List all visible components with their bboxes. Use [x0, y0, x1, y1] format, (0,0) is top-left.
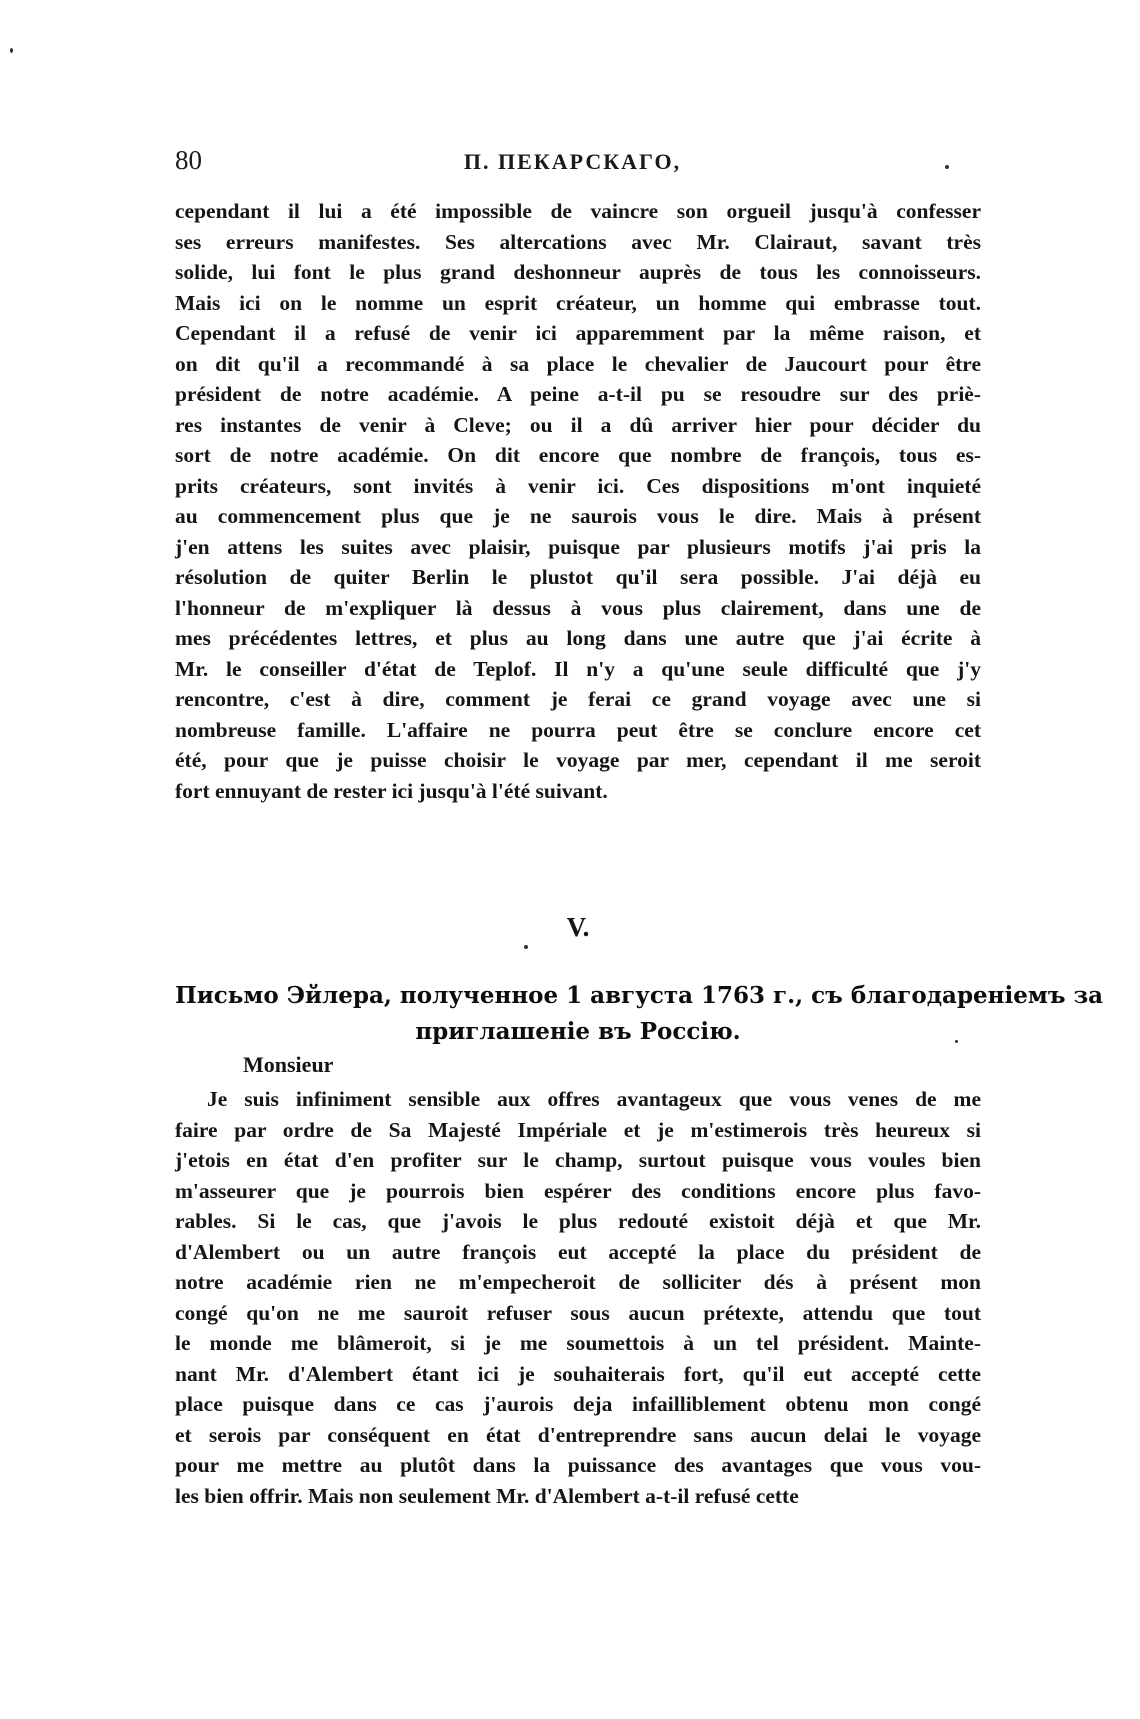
paragraph1-line: cependant il lui a été impossible de vaincre son orgueil jusqu'à confesser: [175, 199, 981, 223]
section-number: V.: [566, 912, 590, 942]
letter-body: [175, 1084, 981, 1511]
print-speck: [945, 165, 949, 169]
paragraph1-line: solide, lui font le plus grand deshonneur auprès de tous les connoisseurs.: [175, 260, 981, 284]
paragraph1-line: on dit qu'il a recommandé à sa place le chevalier de Jaucourt pour être: [175, 351, 981, 376]
letter-line: faire par ordre de Sa Majesté Impériale et je m'estimerois très heureux si: [175, 1117, 981, 1142]
paragraph-continued-letter: [175, 196, 981, 806]
paragraph1-line: sort de notre académie. On dit encore que nombre de françois, tous es-: [175, 443, 981, 467]
section-heading-line-1: Письмо Эйлера, полученное 1 августа 1763 г., съ благодареніемъ за: [175, 982, 1104, 1009]
paragraph1-line: été, pour que je puisse choisir le voyage par mer, cependant il me seroit: [175, 748, 981, 772]
letter-line: Je suis infiniment sensible aux offres avantageux que vous venes de me: [207, 1087, 981, 1111]
section-heading: [175, 978, 1104, 1050]
paragraph1-line: l'honneur de m'expliquer là dessus à vous plus clairement, dans une de: [175, 595, 981, 620]
letter-line: rables. Si le cas, que j'avois le plus redouté existoit déjà et que Mr.: [175, 1209, 981, 1233]
paragraph1-line: Mais ici on le nomme un esprit créateur, un homme qui embrasse tout.: [175, 290, 981, 315]
paragraph1-line: au commencement plus que je ne saurois vous le dire. Mais à présent: [175, 504, 981, 528]
paragraph1-line: res instantes de venir à Cleve; ou il a dû arriver hier pour décider du: [175, 412, 981, 437]
letter-line: et serois par conséquent en état d'entreprendre sans aucun delai le voyage: [175, 1422, 981, 1447]
paragraph1-line: prits créateurs, sont invités à venir ici. Ces dispositions m'ont inquieté: [175, 473, 981, 498]
letter-line: d'Alembert ou un autre françois eut accepté la place du président de: [175, 1239, 981, 1264]
paragraph1-line: j'en attens les suites avec plaisir, puisque par plusieurs motifs j'ai pris la: [175, 534, 981, 559]
letter-line: pour me mettre au plutôt dans la puissance des avantages que vous vou-: [175, 1453, 981, 1477]
page-number: 80: [175, 145, 202, 175]
paragraph1-line: résolution de quiter Berlin le plustot qu'il sera possible. J'ai déjà eu: [175, 565, 981, 589]
letter-line: les bien offrir. Mais non seulement Mr. d'Alembert a-t-il refusé cette: [175, 1483, 799, 1508]
section-heading-line-2: приглашеніе въ Россію.: [415, 1018, 741, 1045]
letter-line: le monde me blâmeroit, si je me soumettois à un tel président. Mainte-: [175, 1331, 981, 1355]
print-speck: [955, 1040, 958, 1043]
letter-line: j'etois en état d'en profiter sur le champ, surtout puisque vous voules bien: [175, 1148, 981, 1172]
paragraph1-line: Cependant il a refusé de venir ici apparemment par la même raison, et: [175, 321, 981, 345]
paragraph1-line: fort ennuyant de rester ici jusqu'à l'été suivant.: [175, 778, 608, 803]
letter-line: place puisque dans ce cas j'aurois deja infailliblement obtenu mon congé: [175, 1392, 981, 1416]
paragraph1-line: mes précédentes lettres, et plus au long dans une autre que j'ai écrite à: [175, 626, 981, 650]
letter-salutation: Monsieur: [243, 1052, 334, 1077]
print-speck: [524, 945, 528, 949]
letter-line: congé qu'on ne me sauroit refuser sous aucun prétexte, attendu que tout: [175, 1300, 981, 1325]
paragraph1-line: Mr. le conseiller d'état de Teplof. Il n'y a qu'une seule difficulté que j'y: [175, 656, 981, 681]
print-speck: [10, 48, 13, 53]
paragraph1-line: rencontre, c'est à dire, comment je ferai ce grand voyage avec une si: [175, 687, 981, 711]
paragraph1-line: président de notre académie. A peine a-t-il pu se resoudre sur des priè-: [175, 382, 981, 406]
paragraph1-line: ses erreurs manifestes. Ses altercations avec Mr. Clairaut, savant très: [175, 229, 981, 254]
letter-line: m'asseurer que je pourrois bien espérer des conditions encore plus favo-: [175, 1178, 981, 1203]
letter-line: nant Mr. d'Alembert étant ici je souhaiterais fort, qu'il eut accepté cette: [175, 1361, 981, 1386]
paragraph1-line: nombreuse famille. L'affaire ne pourra peut être se conclure encore cet: [175, 717, 981, 742]
letter-line: notre académie rien ne m'empecheroit de solliciter dés à présent mon: [175, 1270, 981, 1294]
running-head-title: П. ПЕКАРСКАГО,: [463, 149, 682, 174]
running-head: [175, 145, 970, 185]
